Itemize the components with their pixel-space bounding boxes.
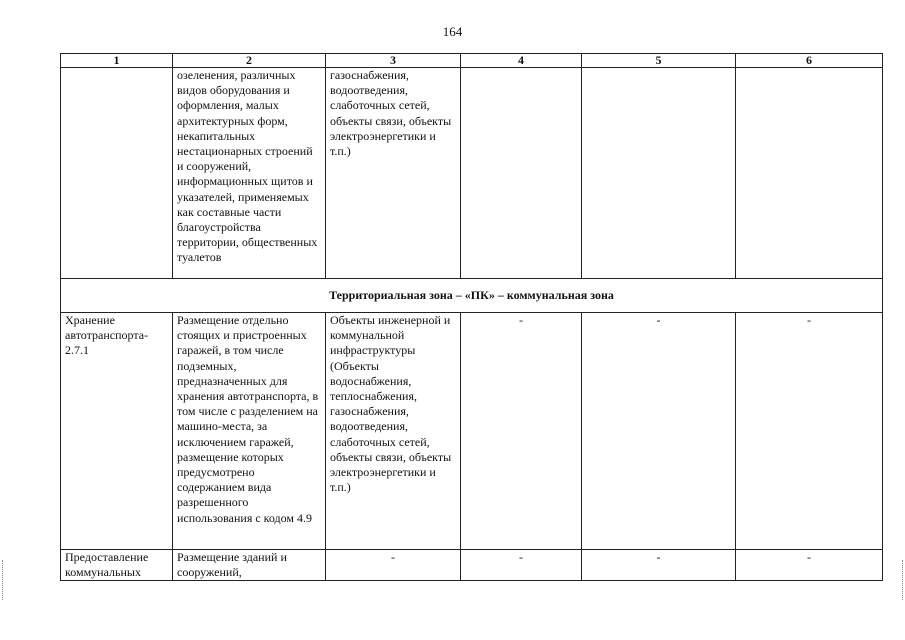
table-cell: -	[582, 550, 736, 581]
column-header: 1	[61, 54, 173, 68]
table-cell: Хранение автотранспорта- 2.7.1	[61, 313, 173, 550]
table-cell: -	[736, 550, 883, 581]
table-cell: Объекты инженерной и коммунальной инфраструктуры (Объекты водоснабжения, теплоснабжения, газоснабжения, водоотведения, слаботочных сетей, объекты связи, объекты электроэнергетики и т.п.)	[326, 313, 461, 550]
land-use-table	[60, 53, 883, 581]
table-cell: -	[736, 313, 883, 550]
table-row	[61, 550, 883, 581]
scan-edge-mark	[896, 560, 903, 600]
zone-heading: Территориальная зона – «ПК» – коммунальная зона	[61, 279, 883, 313]
table-cell: -	[326, 550, 461, 581]
table-cell: Размещение зданий и сооружений,	[173, 550, 326, 581]
table-row	[61, 313, 883, 550]
table-cell: газоснабжения, водоотведения, слаботочных сетей, объекты связи, объекты электроэнергетики и т.п.)	[326, 68, 461, 279]
table-header-row	[61, 54, 883, 68]
table-cell: Размещение отдельно стоящих и пристроенных гаражей, в том числе подземных, предназначенных для хранения автотранспорта, в том числе с разделением на машино-места, за исключением гаражей, размещение которых предусмотрено содержанием вида разрешенного использования с кодом 4.9	[173, 313, 326, 550]
table-cell	[736, 68, 883, 279]
column-header: 5	[582, 54, 736, 68]
table-cell: -	[582, 313, 736, 550]
column-header: 6	[736, 54, 883, 68]
scan-edge-mark	[2, 560, 9, 600]
column-header: 3	[326, 54, 461, 68]
table-cell	[61, 68, 173, 279]
table-cell: Предоставление коммунальных	[61, 550, 173, 581]
table-cell	[461, 68, 582, 279]
table-cell	[582, 68, 736, 279]
table-cell: озеленения, различных видов оборудования и оформления, малых архитектурных форм, некапитальных нестационарных строений и сооружений, информационных щитов и указателей, применяемых как составные части благоустройства территории, общественных туалетов	[173, 68, 326, 279]
column-header: 2	[173, 54, 326, 68]
page-number: 164	[442, 24, 463, 39]
table-cell: -	[461, 313, 582, 550]
table-row	[61, 68, 883, 279]
zone-heading-row	[61, 279, 883, 313]
table-cell: -	[461, 550, 582, 581]
column-header: 4	[461, 54, 582, 68]
